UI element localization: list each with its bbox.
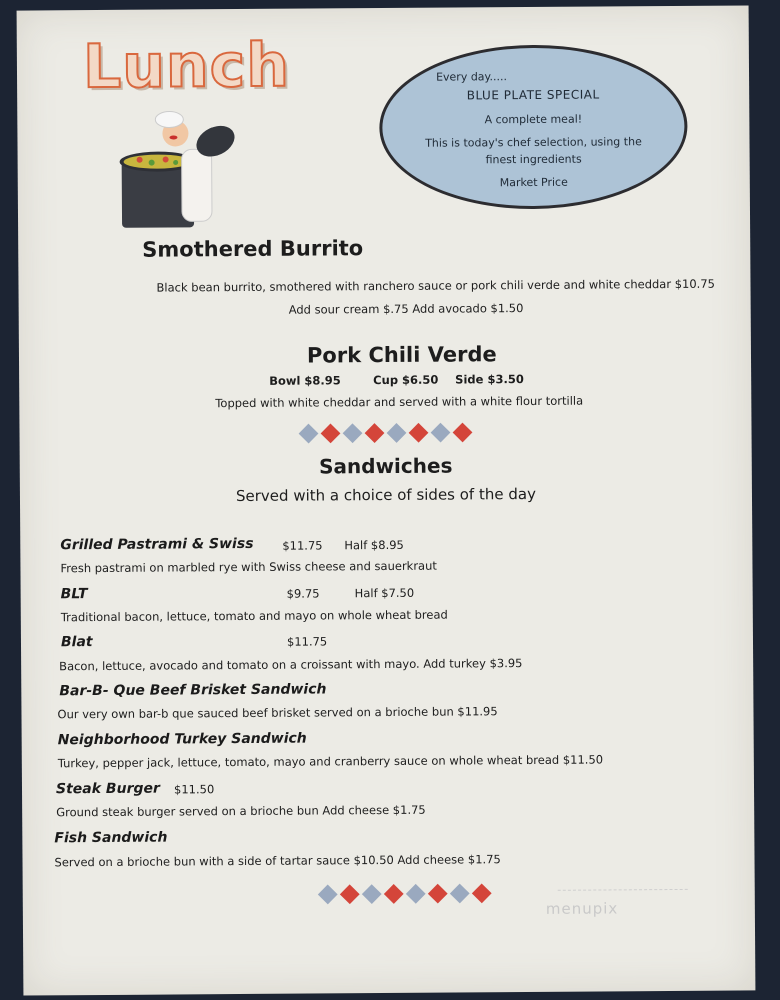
- chili-side-price: Side $3.50: [455, 372, 524, 387]
- sandwich-title: Bar-B- Que Beef Brisket Sandwich: [59, 681, 327, 700]
- page-title: Lunch: [82, 30, 291, 103]
- menu-page: [17, 5, 756, 995]
- diamond-icon: [343, 423, 363, 443]
- sandwich-title: Blat: [60, 634, 93, 651]
- chef-illustration: [117, 109, 238, 230]
- special-price: Market Price: [499, 175, 568, 189]
- diamond-icon: [453, 423, 473, 443]
- diamond-icon: [409, 423, 429, 443]
- diamond-icon: [472, 883, 492, 903]
- blue-plate-special: [379, 44, 688, 210]
- diamond-divider: [297, 425, 473, 440]
- sandwich-title: BLT: [60, 586, 88, 603]
- special-title: BLUE PLATE SPECIAL: [466, 87, 600, 103]
- sandwich-desc: Served on a brioche bun with a side of tartar sauce $10.50 Add cheese $1.75: [54, 852, 501, 870]
- diamond-icon: [318, 885, 338, 905]
- diamond-icon: [450, 884, 470, 904]
- sandwich-title: Grilled Pastrami & Swiss: [60, 535, 254, 554]
- diamond-icon: [365, 423, 385, 443]
- sandwich-title: Fish Sandwich: [54, 829, 168, 847]
- diamond-icon: [340, 884, 360, 904]
- watermark-line: [558, 889, 688, 891]
- special-line: A complete meal!: [484, 112, 583, 126]
- sandwich-title: Steak Burger: [55, 780, 160, 798]
- diamond-icon: [321, 423, 341, 443]
- special-everyday: Every day.....: [436, 70, 507, 84]
- diamond-icon: [362, 884, 382, 904]
- diamond-icon: [431, 423, 451, 443]
- special-line: finest ingredients: [485, 152, 582, 166]
- chili-cup-price: Cup $6.50: [373, 372, 439, 388]
- sandwich-half-price: Half $8.95: [344, 537, 404, 553]
- item-title-burrito: Smothered Burrito: [142, 236, 364, 262]
- special-line: This is today's chef selection, using the: [425, 134, 642, 150]
- sandwich-half-price: Half $7.50: [354, 585, 415, 601]
- diamond-icon: [387, 423, 407, 443]
- sandwich-title: Neighborhood Turkey Sandwich: [57, 730, 307, 749]
- sandwich-price: $11.75: [282, 538, 323, 553]
- sandwich-price: $11.75: [286, 634, 328, 649]
- sandwich-desc: Turkey, pepper jack, lettuce, tomato, mayo and cranberry sauce on whole wheat bread $11.50: [57, 752, 604, 771]
- sandwich-desc: Fresh pastrami on marbled rye with Swiss cheese and sauerkraut: [60, 558, 437, 576]
- sandwich-price: $9.75: [286, 586, 320, 601]
- item-addons-burrito: Add sour cream $.75 Add avocado $1.50: [288, 301, 524, 317]
- chili-bowl-price: Bowl $8.95: [269, 373, 341, 388]
- sandwich-desc: Ground steak burger served on a brioche bun Add cheese $1.75: [56, 802, 426, 820]
- sandwich-price: $11.50: [173, 782, 215, 797]
- sandwich-desc: Traditional bacon, lettuce, tomato and mayo on whole wheat bread: [60, 607, 448, 625]
- item-title-chili: Pork Chili Verde: [306, 342, 497, 368]
- sandwich-desc: Our very own bar-b que sauced beef brisket served on a brioche bun $11.95: [57, 704, 498, 722]
- sandwich-desc: Bacon, lettuce, avocado and tomato on a croissant with mayo. Add turkey $3.95: [59, 656, 523, 674]
- item-desc-chili: Topped with white cheddar and served with a white flour tortilla: [215, 393, 584, 411]
- diamond-icon: [299, 424, 319, 444]
- diamond-icon: [406, 884, 426, 904]
- section-subtitle-sandwiches: Served with a choice of sides of the day: [235, 484, 536, 506]
- item-desc-burrito: Black bean burrito, smothered with ranchero sauce or pork chili verde and white cheddar $10.75: [156, 276, 715, 295]
- diamond-icon: [384, 884, 404, 904]
- watermark: menupix: [545, 899, 619, 918]
- diamond-icon: [428, 884, 448, 904]
- section-title-sandwiches: Sandwiches: [318, 453, 453, 479]
- diamond-divider: [317, 886, 493, 901]
